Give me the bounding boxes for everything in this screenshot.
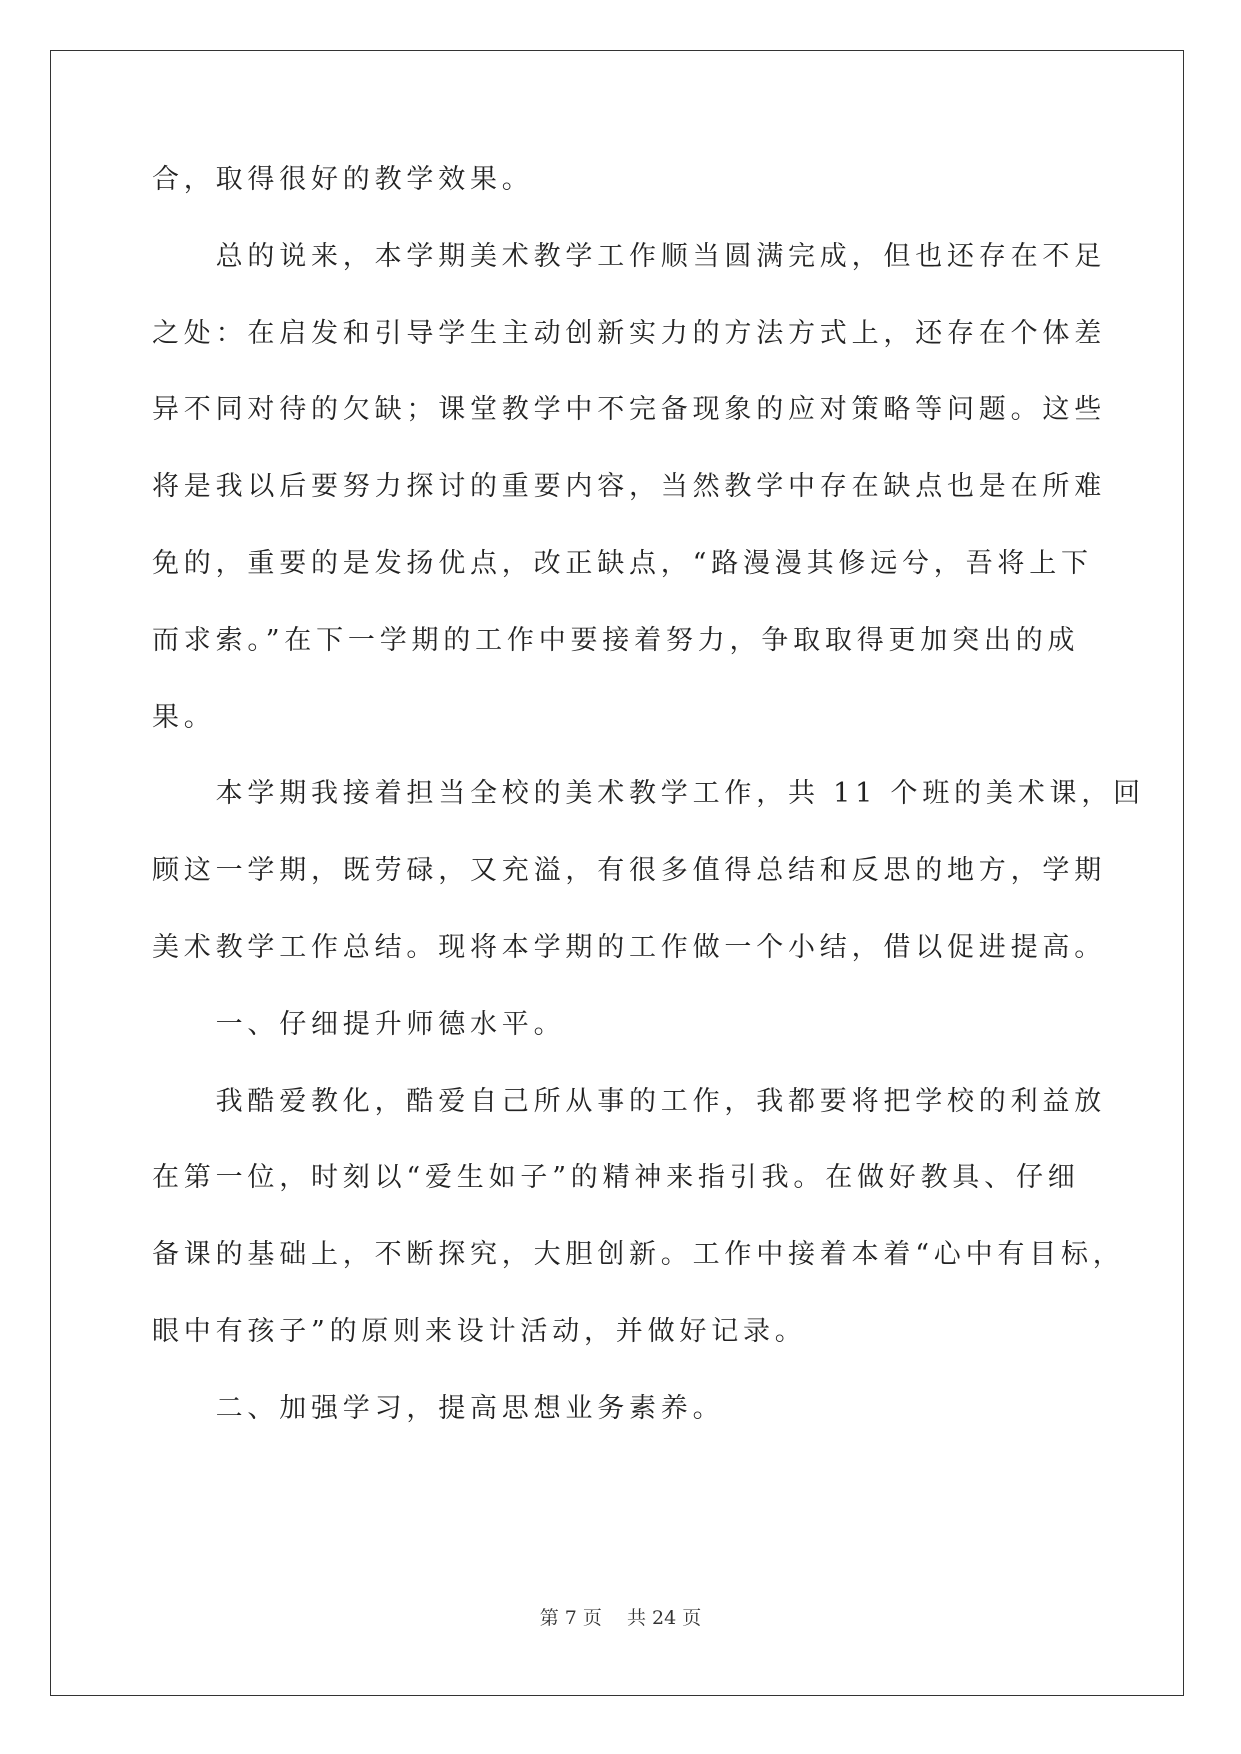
page-number-label: 第 7 页 共 24 页: [539, 1607, 702, 1629]
text-line: 眼中有孩子”的原则来设计活动，并做好记录。: [152, 1315, 807, 1347]
text-line: 之处：在启发和引导学生主动创新实力的方法方式上，还存在个体差: [152, 317, 1106, 349]
text-line: 总的说来，本学期美术教学工作顺当圆满完成，但也还存在不足: [152, 240, 1106, 272]
text-line: 本学期我接着担当全校的美术教学工作，共 11 个班的美术课，回: [152, 778, 1145, 810]
text-line: 将是我以后要努力探讨的重要内容，当然教学中存在缺点也是在所难: [152, 471, 1106, 503]
text-line: 我酷爱教化，酷爱自己所从事的工作，我都要将把学校的利益放: [152, 1085, 1106, 1117]
text-line: 一、仔细提升师德水平。: [152, 1008, 566, 1040]
text-line: 而求索。”在下一学期的工作中要接着努力，争取取得更加突出的成: [152, 624, 1080, 656]
text-line: 异不同对待的欠缺；课堂教学中不完备现象的应对策略等问题。这些: [152, 394, 1106, 426]
text-line: 合，取得很好的教学效果。: [152, 164, 534, 195]
text-line: 顾这一学期，既劳碌，又充溢，有很多值得总结和反思的地方，学期: [152, 855, 1106, 887]
text-line: 在第一位，时刻以“爱生如子”的精神来指引我。在做好教具、仔细: [152, 1162, 1080, 1194]
text-line: 二、加强学习，提高思想业务素养。: [152, 1392, 725, 1424]
text-line: 备课的基础上，不断探究，大胆创新。工作中接着本着“心中有目标，: [152, 1239, 1125, 1271]
text-line: 果。: [152, 701, 216, 733]
text-line: 美术教学工作总结。现将本学期的工作做一个小结，借以促进提高。: [152, 931, 1106, 963]
document-body: [152, 160, 1145, 1466]
page-footer: [0, 1606, 1241, 1630]
text-line: 免的，重要的是发扬优点，改正缺点，“路漫漫其修远兮，吾将上下: [152, 547, 1093, 579]
